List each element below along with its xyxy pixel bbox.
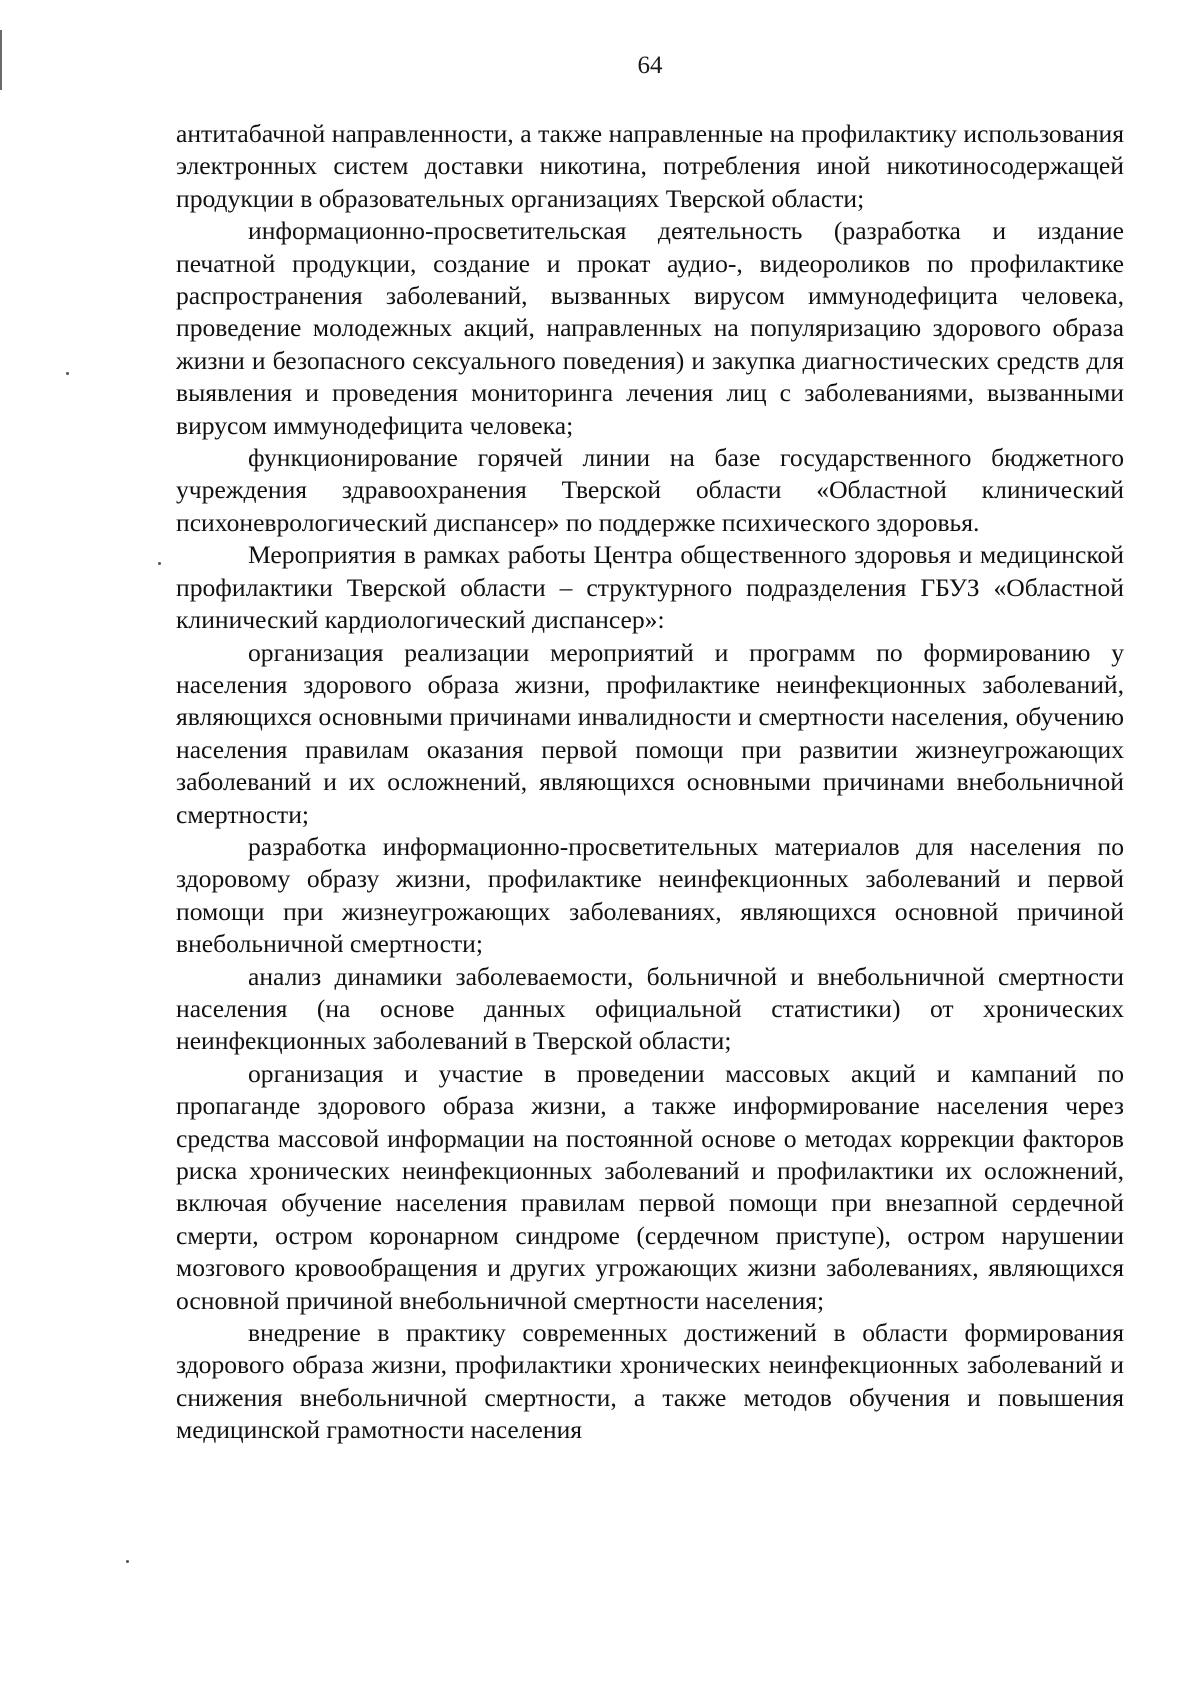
scan-speck xyxy=(66,372,69,375)
document-body xyxy=(176,118,1124,1447)
paragraph: внедрение в практику современных достижений в области формирования здорового образа жизни, профилактики хронических неинфекционных заболеваний и снижения внебольничной смертности, а также методов обучения и повышения медицинской грамотности населения xyxy=(176,1318,1124,1445)
page-number: 64 xyxy=(637,52,663,79)
scan-speck xyxy=(126,1560,129,1563)
paragraph: организация реализации мероприятий и программ по формированию у населения здорового образа жизни, профилактике неинфекционных заболеваний, являющихся основными причинами инвалидности и смертности населения, обучению населения правилам оказания первой помощи при развитии жизнеугрожающих заболеваний и их осложнений, являющихся основными причинами внебольничной смертности; xyxy=(176,637,1124,829)
paragraph: Мероприятия в рамках работы Центра общественного здоровья и медицинской профилактики Тверской области – структурного подразделения ГБУЗ «Областной клинический кардиологический диспансер»: xyxy=(176,540,1124,635)
paragraph: антитабачной направленности, а также направленные на профилактику использования электронных систем доставки никотина, потребления иной никотиносодержащей продукции в образовательных организациях Тверской области; xyxy=(176,119,1124,213)
paragraph: организация и участие в проведении массовых акций и кампаний по пропаганде здорового образа жизни, а также информирование населения через средства массовой информации на постоянной основе о методах коррекции факторов риска хронических неинфекционных заболеваний и профилактики их осложнений, включая обучение населения правилам первой помощи при внезапной сердечной смерти, остром коронарном синдроме (сердечном приступе), остром нарушении мозгового кровообращения и других угрожающих жизни заболеваниях, являющихся основной причиной внебольничной смертности населения; xyxy=(176,1058,1124,1315)
paragraph: функционирование горячей линии на базе государственного бюджетного учреждения здравоохранения Тверской области «Областной клинический психоневрологический диспансер» по поддержке психического здоровья. xyxy=(176,443,1124,537)
scan-speck xyxy=(158,562,161,565)
paragraph: информационно-просветительская деятельность (разработка и издание печатной продукции, создание и прокат аудио-, видеороликов по профилактике распространения заболеваний, вызванных вирусом иммунодефицита человека, проведение молодежных акций, направленных на популяризацию здорового образа жизни и безопасного сексуального поведения) и закупка диагностических средств для выявления и проведения мониторинга лечения лиц с заболеваниями, вызванными вирусом иммунодефицита человека; xyxy=(176,216,1124,440)
paragraph: разработка информационно-просветительных материалов для населения по здоровому образу жизни, профилактике неинфекционных заболеваний и первой помощи при жизнеугрожающих заболеваниях, являющихся основной причиной внебольничной смертности; xyxy=(176,831,1124,959)
paragraph: анализ динамики заболеваемости, больничной и внебольничной смертности населения (на основе данных официальной статистики) от хронических неинфекционных заболеваний в Тверской области; xyxy=(176,961,1124,1056)
